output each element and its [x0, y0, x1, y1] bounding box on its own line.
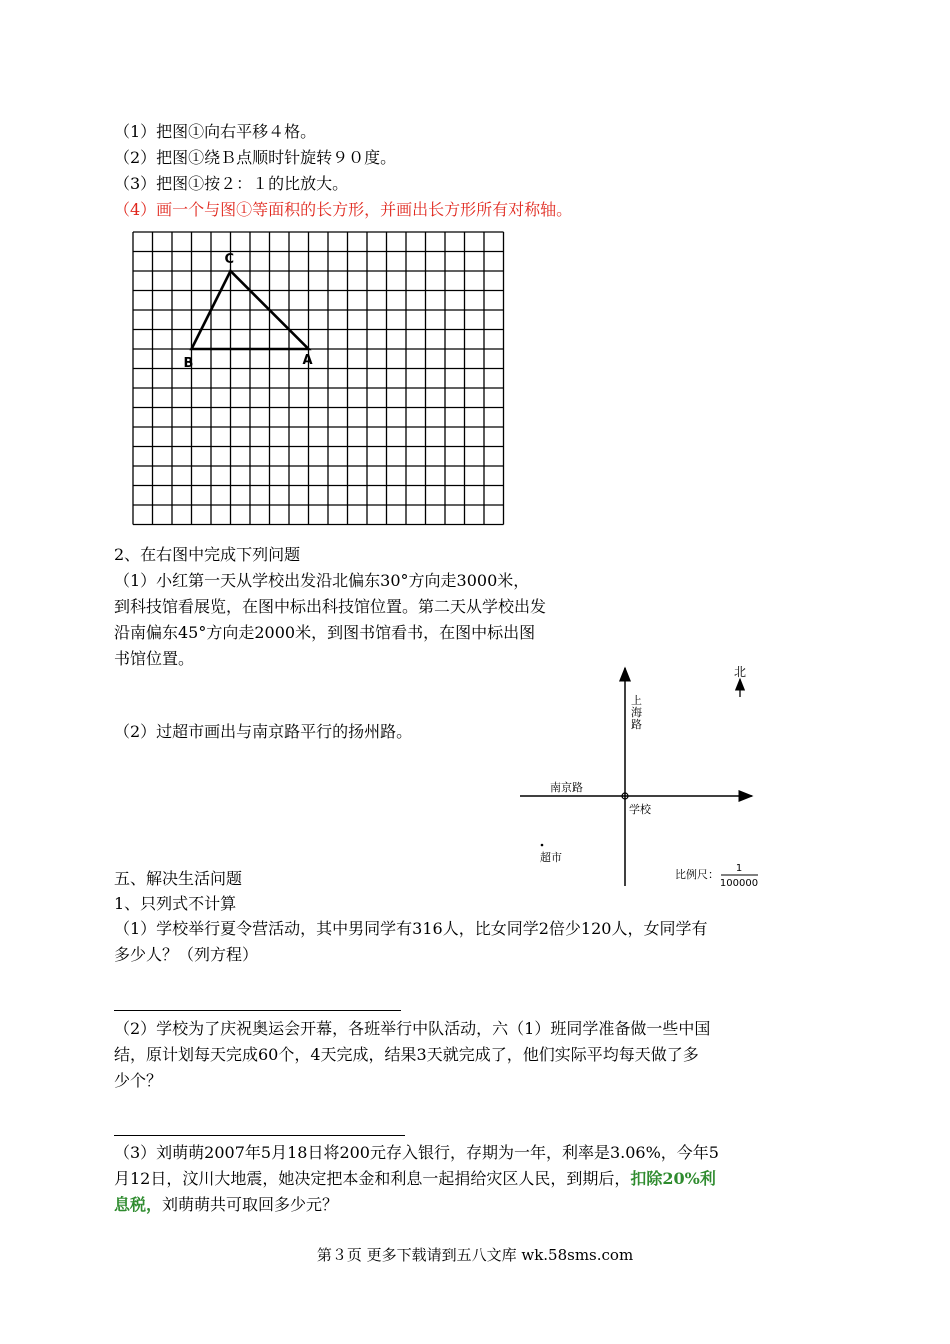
q2-p1-line3: 沿南偏东45°方向走2000米，到图书馆看书，在图中标出图 — [114, 623, 536, 642]
supermarket-point — [541, 844, 544, 847]
scale-numerator: 1 — [735, 863, 743, 874]
s5-p2-line3: 少个？ — [114, 1071, 163, 1090]
q2-p1-line1: （1）小红第一天从学校出发沿北偏东30°方向走3000米， — [114, 571, 530, 590]
shanghai-road-char-3: 路 — [631, 718, 642, 731]
s5-p3-line1: （3）刘萌萌2007年5月18日将200元存入银行，存期为一年，利率是3.06%，今年5 — [114, 1143, 719, 1162]
vertex-label-c: C — [224, 252, 235, 267]
s5-p3-line2-text: 月12日，汶川大地震，她决定把本金和利息一起捐给灾区人民，到期后， — [114, 1169, 631, 1188]
page-footer: 第３页 更多下载请到五八文库 wk.58sms.com — [316, 1246, 634, 1264]
q2-p1-line4: 书馆位置。 — [114, 649, 195, 668]
answer-line-2[interactable] — [114, 1135, 405, 1136]
tax-highlight-b: 息税， — [114, 1195, 163, 1214]
task-item-3: （3）把图①按２：１的比放大。 — [114, 174, 349, 193]
section5-sub1: 1、只列式不计算 — [114, 894, 237, 913]
nanjing-road-label: 南京路 — [550, 781, 583, 794]
task-item-2: （2）把图①绕Ｂ点顺时针旋转９０度。 — [114, 148, 397, 167]
vertex-label-a: A — [302, 353, 313, 368]
s5-p3-line2 — [114, 1166, 716, 1192]
s5-p1-line1: （1）学校举行夏令营活动，其中男同学有316人，比女同学2倍少120人，女同学有 — [114, 919, 708, 938]
tax-highlight-a: 扣除20%利 — [630, 1169, 716, 1188]
task-item-1: （1）把图①向右平移４格。 — [114, 122, 317, 141]
north-label: 北 — [734, 665, 747, 679]
s5-p2-line1: （2）学校为了庆祝奥运会开幕，各班举行中队活动，六（1）班同学准备做一些中国 — [114, 1019, 711, 1038]
shanghai-road-char-2: 海 — [631, 706, 642, 719]
s5-p3-line3 — [114, 1192, 338, 1218]
scale-label: 比例尺： — [675, 868, 719, 881]
shanghai-road-char-1: 上 — [631, 694, 642, 707]
supermarket-label: 超市 — [540, 851, 562, 864]
q2-p1-line2: 到科技馆看展览，在图中标出科技馆位置。第二天从学校出发 — [114, 597, 547, 616]
answer-line-1[interactable] — [114, 1010, 401, 1011]
q2-title: 2、在右图中完成下列问题 — [114, 545, 301, 564]
scale-denominator: 100000 — [719, 878, 759, 889]
s5-p2-line2: 结，原计划每天完成60个，4天完成，结果3天就完成了，他们实际平均每天做了多 — [114, 1045, 699, 1064]
section5-title: 五、解决生活问题 — [114, 869, 243, 888]
task-item-4: （4）画一个与图①等面积的长方形，并画出长方形所有对称轴。 — [114, 200, 573, 219]
q2-p2: （2）过超市画出与南京路平行的扬州路。 — [114, 722, 413, 741]
vertex-label-b: B — [183, 356, 194, 371]
school-label: 学校 — [629, 803, 651, 816]
s5-p3-line3-text: 刘萌萌共可取回多少元？ — [162, 1195, 339, 1214]
s5-p1-line2: 多少人？（列方程） — [114, 945, 259, 964]
